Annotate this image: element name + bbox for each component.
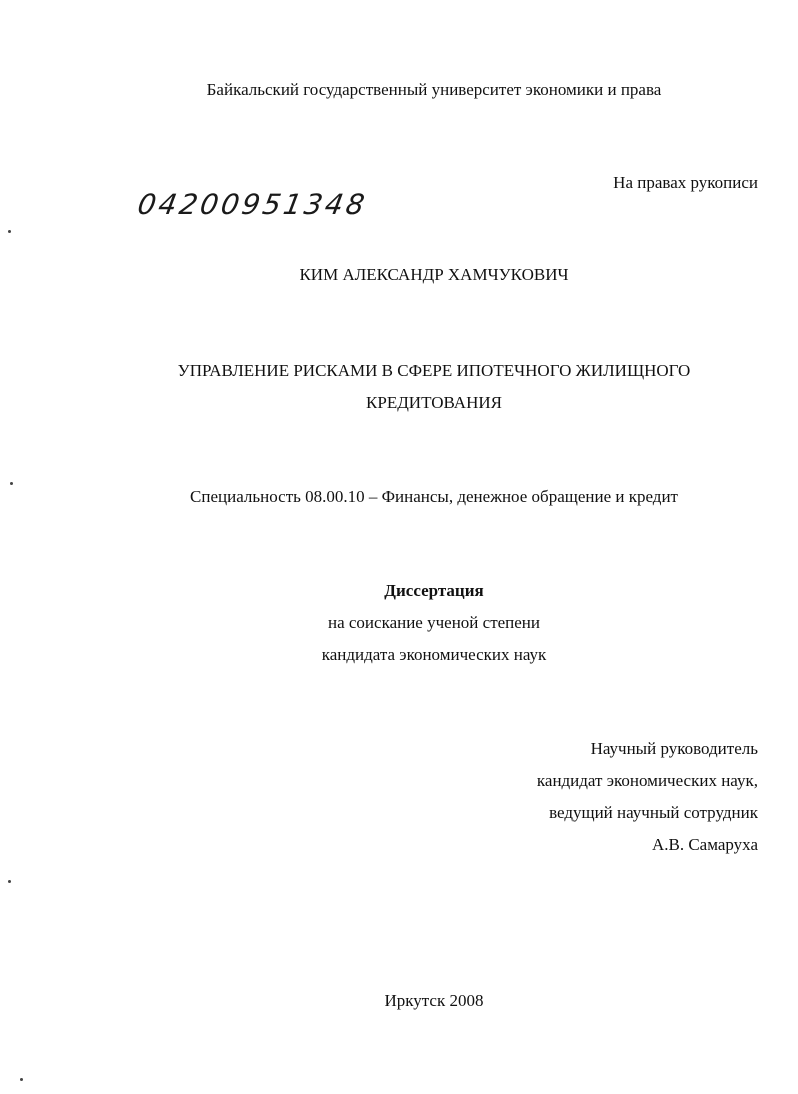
author-name: КИМ АЛЕКСАНДР ХАМЧУКОВИЧ	[299, 265, 569, 284]
specialty: Специальность 08.00.10 – Финансы, денежное обращение и кредит	[190, 487, 678, 506]
scan-speck	[20, 1078, 23, 1081]
supervisor-name: А.В. Самаруха	[651, 835, 758, 854]
archive-number-handwritten: 04200951348	[135, 188, 370, 221]
dissertation-title-line-1: УПРАВЛЕНИЕ РИСКАМИ В СФЕРЕ ИПОТЕЧНОГО ЖИЛИЩНОГО	[177, 361, 691, 380]
work-type: Диссертация	[384, 581, 484, 600]
supervisor-block	[537, 739, 758, 867]
university-name: Байкальский государственный университет экономики и права	[206, 80, 662, 99]
supervisor-line-2: кандидат экономических наук,	[536, 771, 758, 790]
scan-speck	[8, 880, 11, 883]
scan-speck	[8, 230, 11, 233]
degree-line-1: на соискание ученой степени	[327, 613, 541, 632]
degree-line-2: кандидата экономических наук	[321, 645, 547, 664]
scan-speck	[10, 482, 13, 485]
manuscript-note: На правах рукописи	[613, 173, 758, 192]
supervisor-line-3: ведущий научный сотрудник	[549, 803, 758, 822]
supervisor-line-1: Научный руководитель	[590, 739, 758, 758]
dissertation-title-line-2: КРЕДИТОВАНИЯ	[366, 393, 502, 412]
city-year: Иркутск 2008	[384, 991, 484, 1010]
